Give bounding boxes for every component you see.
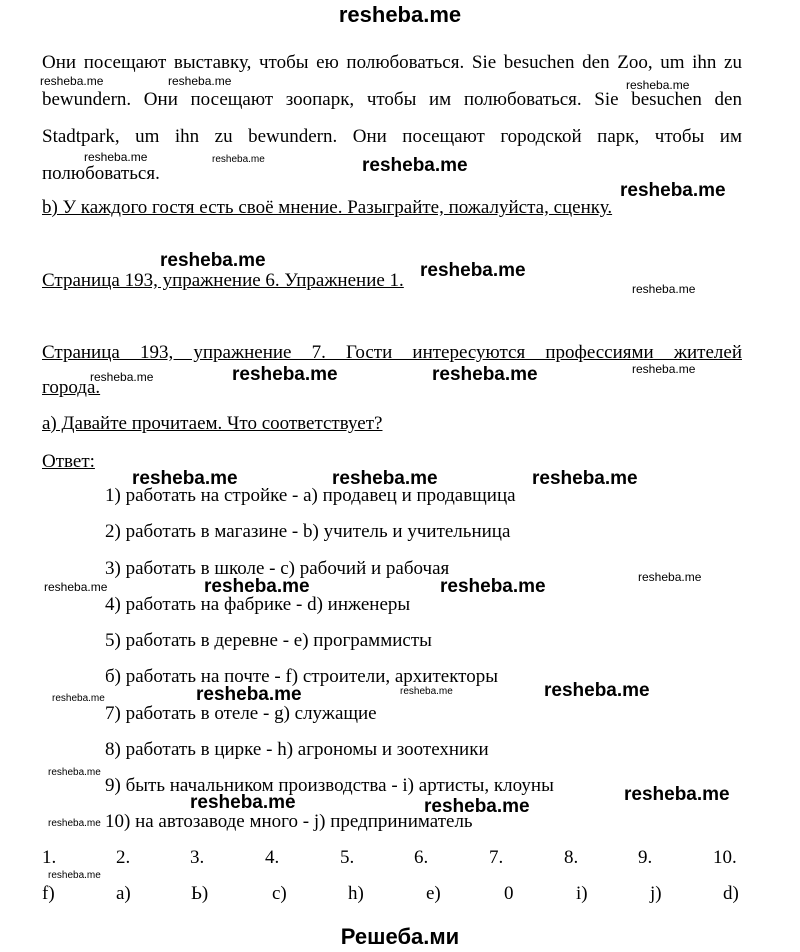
list-item: 9) быть начальником производства - i) артисты, клоуны	[105, 775, 554, 796]
list-item: 10) на автозаводе много - j) предприниматель	[105, 811, 473, 832]
answer-letter: е)	[426, 883, 441, 904]
answer-letter: h)	[348, 883, 364, 904]
answer-number: 7.	[489, 847, 504, 868]
task-a-heading: a) Давайте прочитаем. Что соответствует?	[42, 413, 383, 434]
list-item: 3) работать в школе - с) рабочий и рабочая	[105, 558, 450, 579]
watermark: resheba.me	[624, 784, 730, 805]
task-b-heading: b) У каждого гостя есть своё мнение. Разыграйте, пожалуйста, сценку.	[42, 197, 613, 218]
intro-paragraph: Они посещают выставку, чтобы ею полюбоваться. Sie besuchen den Zoo, um ihn zu bewundern. Они посещают зоопарк, чтобы им полюбоваться. Sie besuchen den Stadtpark, um ihn zu bewundern. Они посещают городской парк, чтобы им полюбоваться.	[42, 52, 742, 184]
list-item: 4) работать на фабрике - d) инженеры	[105, 594, 411, 615]
watermark: resheba.me	[532, 468, 638, 489]
watermark: resheba.me	[48, 767, 101, 778]
watermark: resheba.me	[420, 260, 526, 281]
watermark: resheba.me	[168, 74, 232, 88]
watermark: resheba.me	[400, 686, 453, 697]
watermark: resheba.me	[544, 680, 650, 701]
answer-label: Ответ:	[42, 451, 95, 472]
answer-letter: 0	[504, 883, 514, 904]
watermark: resheba.me	[48, 870, 101, 881]
watermark: resheba.me	[632, 362, 696, 376]
list-item: 5) работать в деревне - е) программисты	[105, 630, 432, 651]
watermark: resheba.me	[638, 570, 702, 584]
list-item: 1) работать на стройке - а) продавец и продавщица	[105, 485, 516, 506]
answer-number: 1.	[42, 847, 57, 868]
answer-number: 10.	[713, 847, 737, 868]
answer-number: 6.	[414, 847, 429, 868]
watermark: resheba.me	[44, 580, 108, 594]
watermark: resheba.me	[424, 796, 530, 817]
watermark: resheba.me	[52, 693, 105, 704]
watermark: resheba.me	[204, 576, 310, 597]
answer-number: 3.	[190, 847, 205, 868]
page-193-exercise-7-heading: Страница 193, упражнение 7. Гости интересуются профессиями жителей	[42, 342, 742, 363]
watermark: resheba.me	[440, 576, 546, 597]
answer-letter: f)	[42, 883, 55, 904]
watermark: resheba.me	[90, 370, 154, 384]
watermark: resheba.me	[232, 364, 338, 385]
watermark: resheba.me	[48, 818, 101, 829]
watermark: resheba.me	[84, 150, 148, 164]
list-item: 7) работать в отеле - g) служащие	[105, 703, 377, 724]
watermark: resheba.me	[432, 364, 538, 385]
watermark: resheba.me	[632, 282, 696, 296]
answer-letter: j)	[650, 883, 662, 904]
answer-letter: i)	[576, 883, 588, 904]
list-item: 2) работать в магазине - b) учитель и учительница	[105, 521, 511, 542]
answer-letter: с)	[272, 883, 287, 904]
answer-letter: а)	[116, 883, 131, 904]
list-item: б) работать на почте - f) строители, архитекторы	[105, 666, 498, 687]
watermark: resheba.me	[620, 180, 726, 201]
answer-number: 4.	[265, 847, 280, 868]
page-193-exercise-6-heading: Страница 193, упражнение 6. Упражнение 1.	[42, 270, 404, 291]
answer-number: 9.	[638, 847, 653, 868]
list-item: 8) работать в цирке - h) агрономы и зоотехники	[105, 739, 489, 760]
answer-number: 5.	[340, 847, 355, 868]
watermark: resheba.me	[212, 154, 265, 165]
watermark: resheba.me	[196, 684, 302, 705]
watermark: resheba.me	[132, 468, 238, 489]
watermark: resheba.me	[40, 74, 104, 88]
watermark: resheba.me	[160, 250, 266, 271]
watermark: resheba.me	[362, 155, 468, 176]
answer-letter: d)	[723, 883, 739, 904]
site-header: resheba.me	[338, 2, 462, 27]
answer-number: 8.	[564, 847, 579, 868]
watermark: resheba.me	[626, 78, 690, 92]
answer-letter: Ь)	[191, 883, 209, 904]
page-193-exercise-7-heading-cont: города.	[42, 377, 101, 398]
answer-number: 2.	[116, 847, 131, 868]
watermark: resheba.me	[190, 792, 296, 813]
site-footer: Решеба.ми	[340, 924, 460, 949]
watermark: resheba.me	[332, 468, 438, 489]
